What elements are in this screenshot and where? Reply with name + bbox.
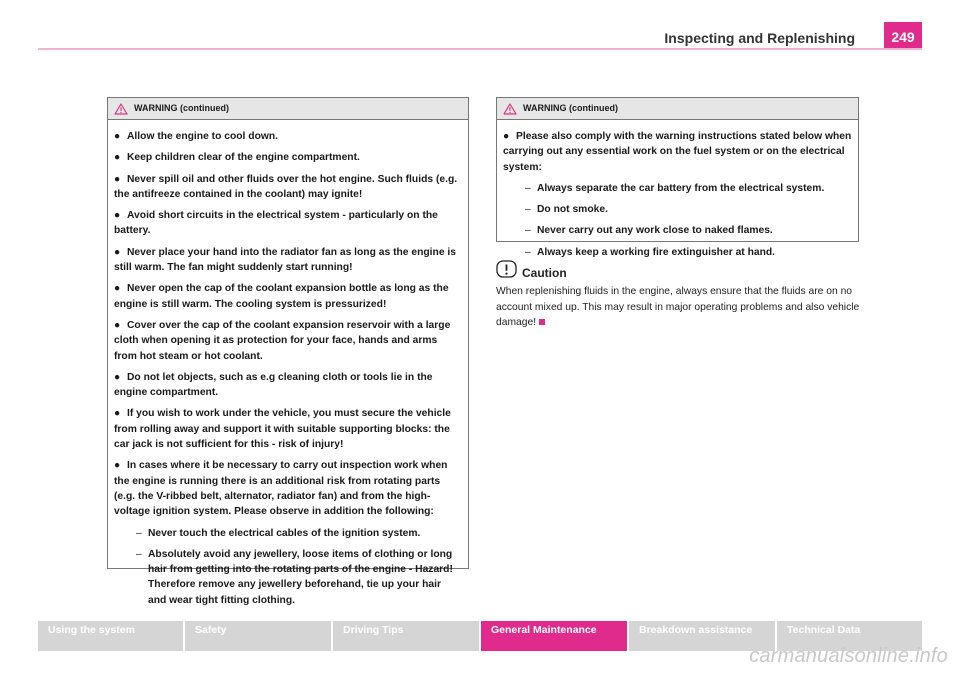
caution-section [496,258,866,331]
warning-box-right [496,97,859,258]
caution-text: When replenishing fluids in the engine, always ensure that the fluids are on no account mixed up. This may result in major operating problems and also vehicle damage! [496,286,860,328]
warning-item: ● Never spill oil and other fluids over the hot engine. Such fluids (e.g. the antifreeze contained in the coolant) may ignite! [114,173,458,200]
caution-exclamation-icon [496,260,518,279]
watermark: carmanualsonline.info [749,645,948,667]
warning-item: ● Never open the cap of the coolant expansion bottle as long as the engine is still warm. The cooling system is pressurized! [114,283,449,310]
caution-title: Caution [522,266,567,280]
warning-title: WARNING (continued) [134,103,229,113]
warning-subitem: – Do not smoke. [525,204,608,216]
warning-item: ● Keep children clear of the engine compartment. [114,152,360,164]
warning-title: WARNING (continued) [523,103,618,113]
warning-item: ● Never place your hand into the radiator fan as long as the engine is still warm. The fan might suddenly start running! [114,246,457,274]
warning-subitem: – Always keep a working fire extinguisher at hand. [525,246,776,258]
tab-general-maintenance[interactable]: General Maintenance [481,621,627,651]
warning-box-left [107,97,469,606]
page-number: 249 [884,22,922,48]
warning-subitem: – Absolutely avoid any jewellery, loose items of clothing or long hair from getting into the rotating parts of the engine - Hazard! Therefore remove any jewellery beforehand, tie up your hair and wear tight fitting clothing. [136,548,453,606]
warning-item: ● In cases where it be necessary to carry out inspection work when the engine is running there is an additional risk from rotating parts (e.g. the V-ribbed belt, alternator, radiator fan) and from the high-voltage ignition system. Please observe in addition the following: [114,460,448,518]
warning-item: ● Cover over the cap of the coolant expansion reservoir with a large cloth when opening it as protection for your face, hands and arms from hot steam or hot coolant. [114,319,451,362]
warning-header [497,98,858,120]
header-divider [38,48,922,50]
warning-item: ● Allow the engine to cool down. [114,131,279,142]
page-title: Inspecting and Replenishing [664,30,855,46]
section-end-icon [539,319,545,325]
tab-driving-tips[interactable]: Driving Tips [333,621,479,651]
tab-technical-data[interactable]: Technical Data [777,621,922,651]
warning-subitem: – Never touch the electrical cables of the ignition system. [136,527,421,539]
warning-subitem: – Never carry out any work close to naked flames. [525,225,773,237]
warning-item: ● Avoid short circuits in the electrical system - particularly on the battery. [114,210,438,237]
warning-triangle-icon [114,103,128,115]
warning-item: ● Please also comply with the warning instructions stated below when carrying out any essential work on the fuel system or on the electrical system: [503,131,852,173]
warning-item: ● If you wish to work under the vehicle, you must secure the vehicle from rolling away and support it with suitable supporting blocks: the car jack is not sufficient for this - risk of injury! [114,408,451,451]
tab-safety[interactable]: Safety [185,621,331,651]
tab-breakdown-assistance[interactable]: Breakdown assistance [629,621,775,651]
warning-item: ● Do not let objects, such as e.g cleaning cloth or tools lie in the engine compartment. [114,371,433,399]
warning-subitem: – Always separate the car battery from the electrical system. [525,182,825,194]
tab-using-the-system[interactable]: Using the system [38,621,183,651]
warning-triangle-icon [503,103,517,115]
warning-header [108,98,468,120]
